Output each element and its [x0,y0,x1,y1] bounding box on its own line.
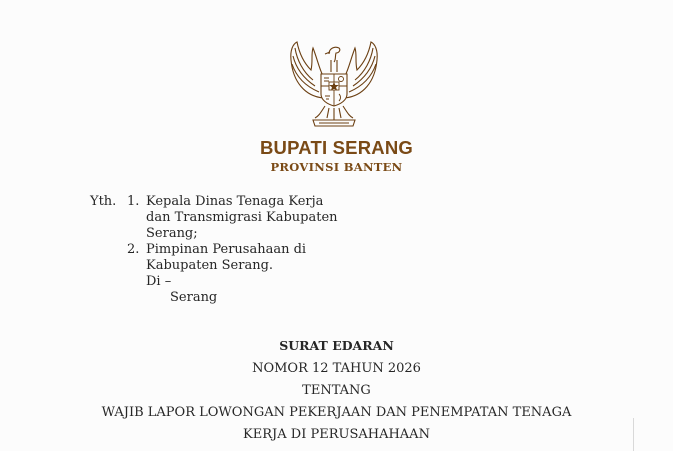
recipient-number-1: 1. [127,194,140,209]
letter-number: NOMOR 12 TAHUN 2026 [252,361,421,376]
regent-title: BUPATI SERANG [259,137,413,158]
recipient-di: Di – [146,274,172,289]
recipient-1-line-3: Serang; [146,226,198,241]
page-edge-divider [633,418,634,451]
recipient-2-line-2: Kabupaten Serang. [146,258,274,273]
yth-label: Yth. [90,194,117,209]
recipient-1-line-2: dan Transmigrasi Kabupaten [146,210,338,225]
recipient-2-line-1: Pimpinan Perusahaan di [146,242,307,257]
recipient-1-line-1: Kepala Dinas Tenaga Kerja [146,194,324,209]
recipient-place: Serang [170,290,218,305]
letter-subject-line-2: KERJA DI PERUSAHAHAAN [243,427,430,442]
letter-about: TENTANG [302,383,371,398]
recipient-number-2: 2. [127,242,140,257]
province-subtitle: PROVINSI BANTEN [270,160,403,174]
garuda-emblem-icon [283,38,385,134]
letter-type: SURAT EDARAN [279,338,394,353]
letter-subject-line-1: WAJIB LAPOR LOWONGAN PEKERJAAN DAN PENEMPATAN TENAGA [101,405,572,420]
